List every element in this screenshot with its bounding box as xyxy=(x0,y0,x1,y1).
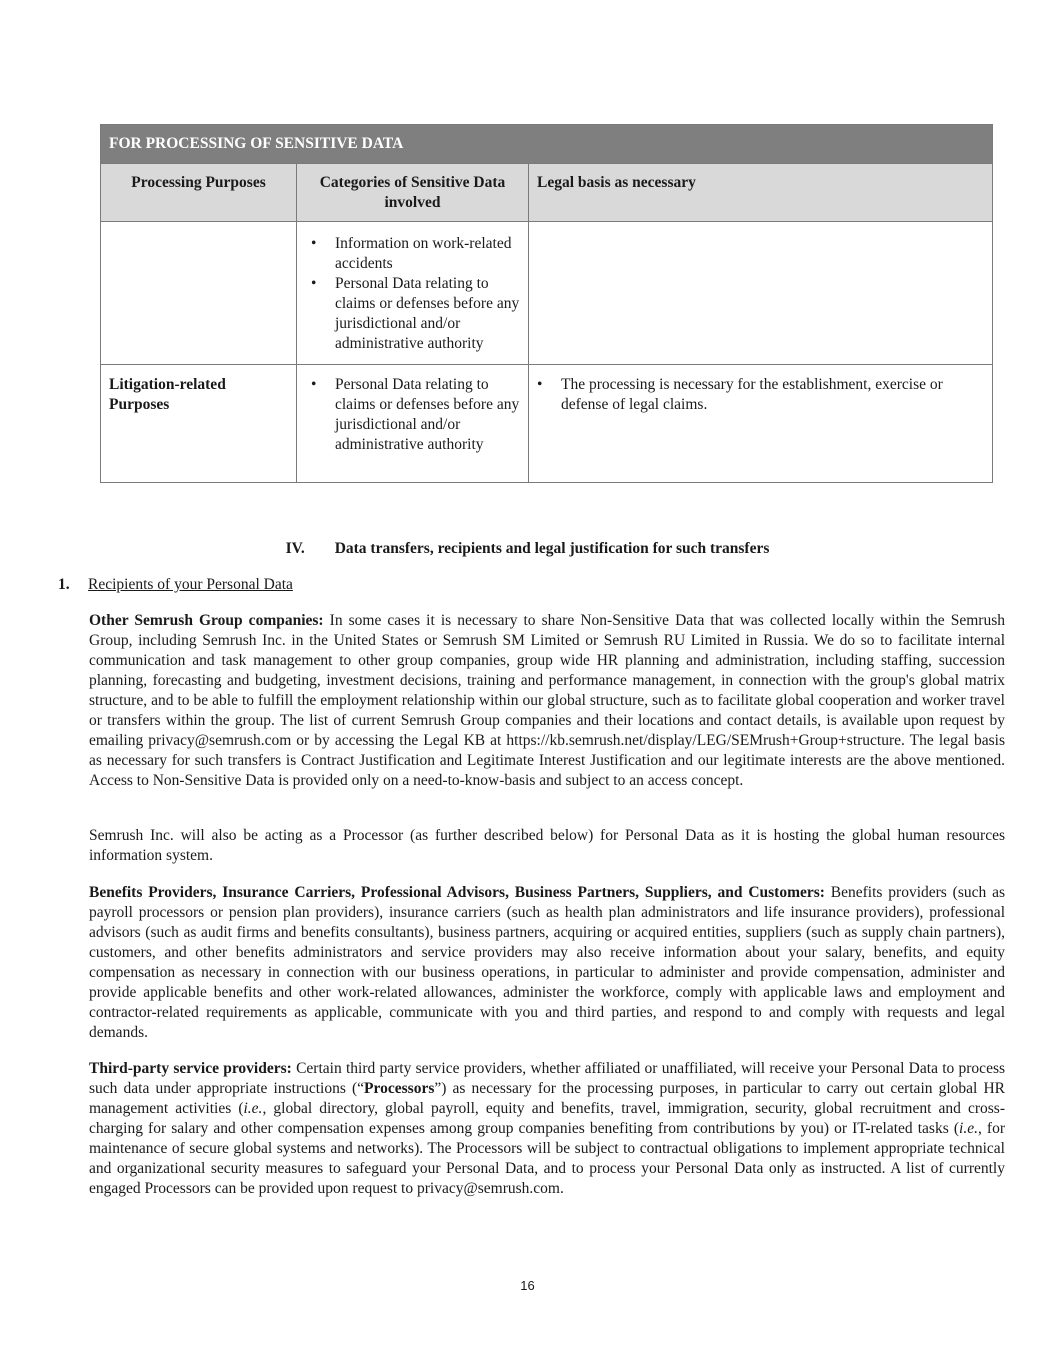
table-row xyxy=(101,222,993,365)
bullet-icon: • xyxy=(311,235,317,252)
row-legal-basis xyxy=(529,365,993,483)
row-purpose: Litigation-related Purposes xyxy=(101,365,297,483)
page-number: 16 xyxy=(520,1278,535,1293)
header-processing-purposes: Processing Purposes xyxy=(101,164,297,222)
section-number: IV. xyxy=(285,540,305,557)
header-categories: Categories of Sensitive Data involved xyxy=(297,164,529,222)
table-row xyxy=(101,365,993,483)
paragraph-lead: Other Semrush Group companies: xyxy=(89,612,324,629)
subsection-number: 1. xyxy=(58,576,70,593)
bullet-icon: • xyxy=(537,376,543,393)
row-legal-basis xyxy=(529,222,993,365)
bullet-icon: • xyxy=(311,275,317,292)
list-item: • The processing is necessary for the establishment, exercise or defense of legal claims. xyxy=(537,376,943,413)
paragraph-lead: Benefits Providers, Insurance Carriers, Professional Advisors, Business Partners, Suppliers, and Customers: xyxy=(89,884,825,901)
section-title: Data transfers, recipients and legal justification for such transfers xyxy=(334,540,770,557)
header-legal-basis: Legal basis as necessary xyxy=(529,164,993,222)
paragraph-third-party: Third-party service providers: Certain third party service providers, whether affiliated or unaffiliated, will receive your Personal Data to process such data under appropriate instructions (“Processors”) as necessary for the processing purposes, in particular to carry out certain global HR management activities (i.e., global directory, global payroll, equity and benefits, travel, immigration, security, global recruitment and cross-charging for salary and other compensation expenses among group companies benefiting from contributions by you) or IT-related tasks (i.e., for maintenance of secure global systems and networks). The Processors will be subject to contractual obligations to implement appropriate technical and organizational security measures to safeguard your Personal Data, and to process your Personal Data only as instructed. A list of currently engaged Processors can be provided upon request to privacy@semrush.com. xyxy=(89,1060,1006,1197)
table-title: FOR PROCESSING OF SENSITIVE DATA xyxy=(101,125,993,164)
section-heading xyxy=(0,540,1055,558)
subsection-heading xyxy=(58,576,293,594)
sensitive-data-table xyxy=(100,124,993,483)
list-item: • Personal Data relating to claims or defenses before any jurisdictional and/or administrative authority xyxy=(311,376,520,453)
row-purpose xyxy=(101,222,297,365)
subsection-title: Recipients of your Personal Data xyxy=(88,576,293,593)
table-header-row xyxy=(101,164,993,222)
paragraph-lead: Third-party service providers: xyxy=(89,1060,292,1077)
paragraph-processor-note: Semrush Inc. will also be acting as a Processor (as further described below) for Personal Data as it is hosting the global human resources information system. xyxy=(89,827,1005,864)
row-categories xyxy=(297,365,529,483)
paragraph-group-companies: Other Semrush Group companies: In some cases it is necessary to share Non-Sensitive Data that was collected locally within the Semrush Group, including Semrush Inc. in the United States or Semrush SM Limited or Semrush RU Limited in Russia. We do so to facilitate internal communication and task management to other group companies, group wide HR planning and administration, including staffing, succession planning, forecasting and budgeting, investment decisions, training and performance management, in connection with the group's global matrix structure, and to be able to fulfill the employment relationship within our global structure, such as to facilitate global cooperation and worker travel or transfers within the group. The list of current Semrush Group companies and their locations and contact details, is available upon request by emailing privacy@semrush.com or by accessing the Legal KB at https://kb.semrush.net/display/LEG/SEMrush+Group+structure. The legal basis as necessary for such transfers is Contract Justification and Legitimate Interest Justification and our legitimate interests are the above mentioned. Access to Non-Sensitive Data is provided only on a need-to-know-basis and subject to an access concept. xyxy=(89,612,1005,789)
paragraph-benefits-providers: Benefits Providers, Insurance Carriers, Professional Advisors, Business Partners, Suppliers, and Customers: Benefits providers (such as payroll processors or pension plan providers), insurance carriers (such as health plan administrators and life insurance providers), professional advisors (such as audit firms and benefits consultants), business partners, acquiring or acquired entities, suppliers (such as supply chain partners), customers, and other benefits administrators and service providers may also receive information about your salary, benefits, and equity compensation as necessary in connection with our business operations, in particular to administer and provide compensation, administer and provide applicable benefits and other work-related allowances, administer the workforce, comply with applicable laws and employment and contractor-related requirements as applicable, communicate with you and third parties, and respond to and comply with requests and legal demands. xyxy=(89,884,1005,1041)
list-item: • Personal Data relating to claims or defenses before any jurisdictional and/or administrative authority xyxy=(311,275,520,352)
bullet-icon: • xyxy=(311,376,317,393)
row-categories xyxy=(297,222,529,365)
list-item: • Information on work-related accidents xyxy=(311,235,512,272)
